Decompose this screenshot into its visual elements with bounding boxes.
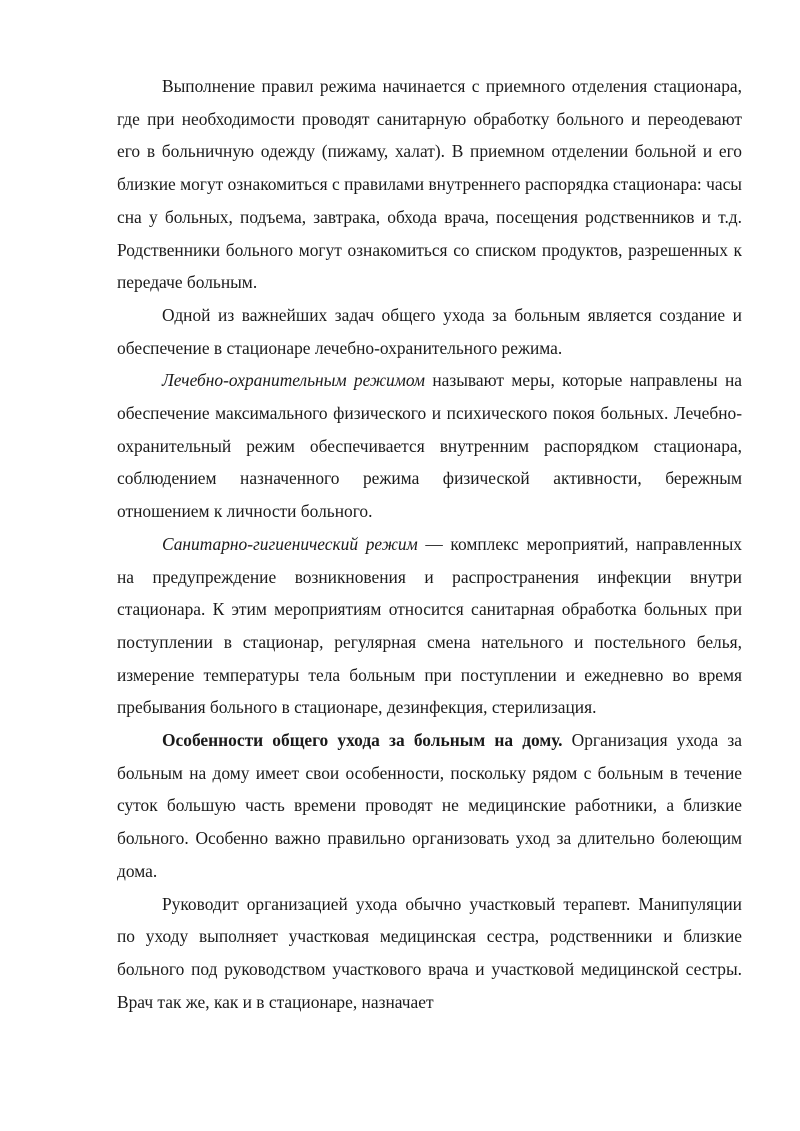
paragraph-text: Одной из важнейших задач общего ухода за больным является создание и обеспечение в стационаре лечебно-охранительного режима.: [117, 304, 742, 358]
term-protective-regime: Лечебно-охранительным режимом: [162, 370, 425, 391]
term-sanitary-regime: Санитарно-гигиенический режим: [162, 533, 418, 554]
paragraph-text: Выполнение правил режима начинается с приемного отделения стационара, где при необходимости проводят санитарную обработку больного и переодевают его в больничную одежду (пижаму, халат). В приемном отделении больной и его близкие могут ознакомиться с правилами внутреннего распорядка стационара: часы сна у больных, подъема, завтрака, обхода врача, посещения родственников и т.д. Родственники больного могут ознакомиться со списком продуктов, разрешенных к передаче больным.: [117, 76, 742, 293]
paragraph-text: Руководит организацией ухода обычно участковый терапевт. Манипуляции по уходу выполняет участковая медицинская сестра, родственники и близкие больного под руководством участкового врача и участковой медицинской сестры. Врач так же, как и в стационаре, назначает: [117, 893, 742, 1012]
paragraph-sanitary-regime: [117, 528, 742, 724]
paragraph-text: — комплекс мероприятий, направленных на предупреждение возникновения и распространения инфекции внутри стационара. К этим мероприятиям относится санитарная обработка больных при поступлении в стационар, регулярная смена нательного и постельного белья, измерение температуры тела больным при поступлении и ежедневно во время пребывания больного в стационаре, дезинфекция, стерилизация.: [117, 533, 742, 718]
paragraph-home-care: [117, 724, 742, 888]
paragraph-text: Организация ухода за больным на дому имеет свои особенности, поскольку рядом с больным в течение суток большую часть времени проводят не медицинские работники, а близкие больного. Особенно важно правильно организовать уход за длительно болеющим дома.: [117, 730, 742, 881]
paragraph-care-organization: [117, 888, 742, 1019]
paragraph-admission: [117, 70, 742, 299]
paragraph-protective-regime: [117, 364, 742, 528]
document-body: [117, 70, 742, 1018]
paragraph-text: называют меры, которые направлены на обеспечение максимального физического и психического покоя больных. Лечебно-охранительный режим обеспечивается внутренним распорядком стационара, соблюдением назначенного режима физической активности, бережным отношением к личности больного.: [117, 370, 742, 522]
heading-home-care: Особенности общего ухода за больным на дому.: [162, 730, 563, 751]
paragraph-care-tasks: [117, 299, 742, 364]
